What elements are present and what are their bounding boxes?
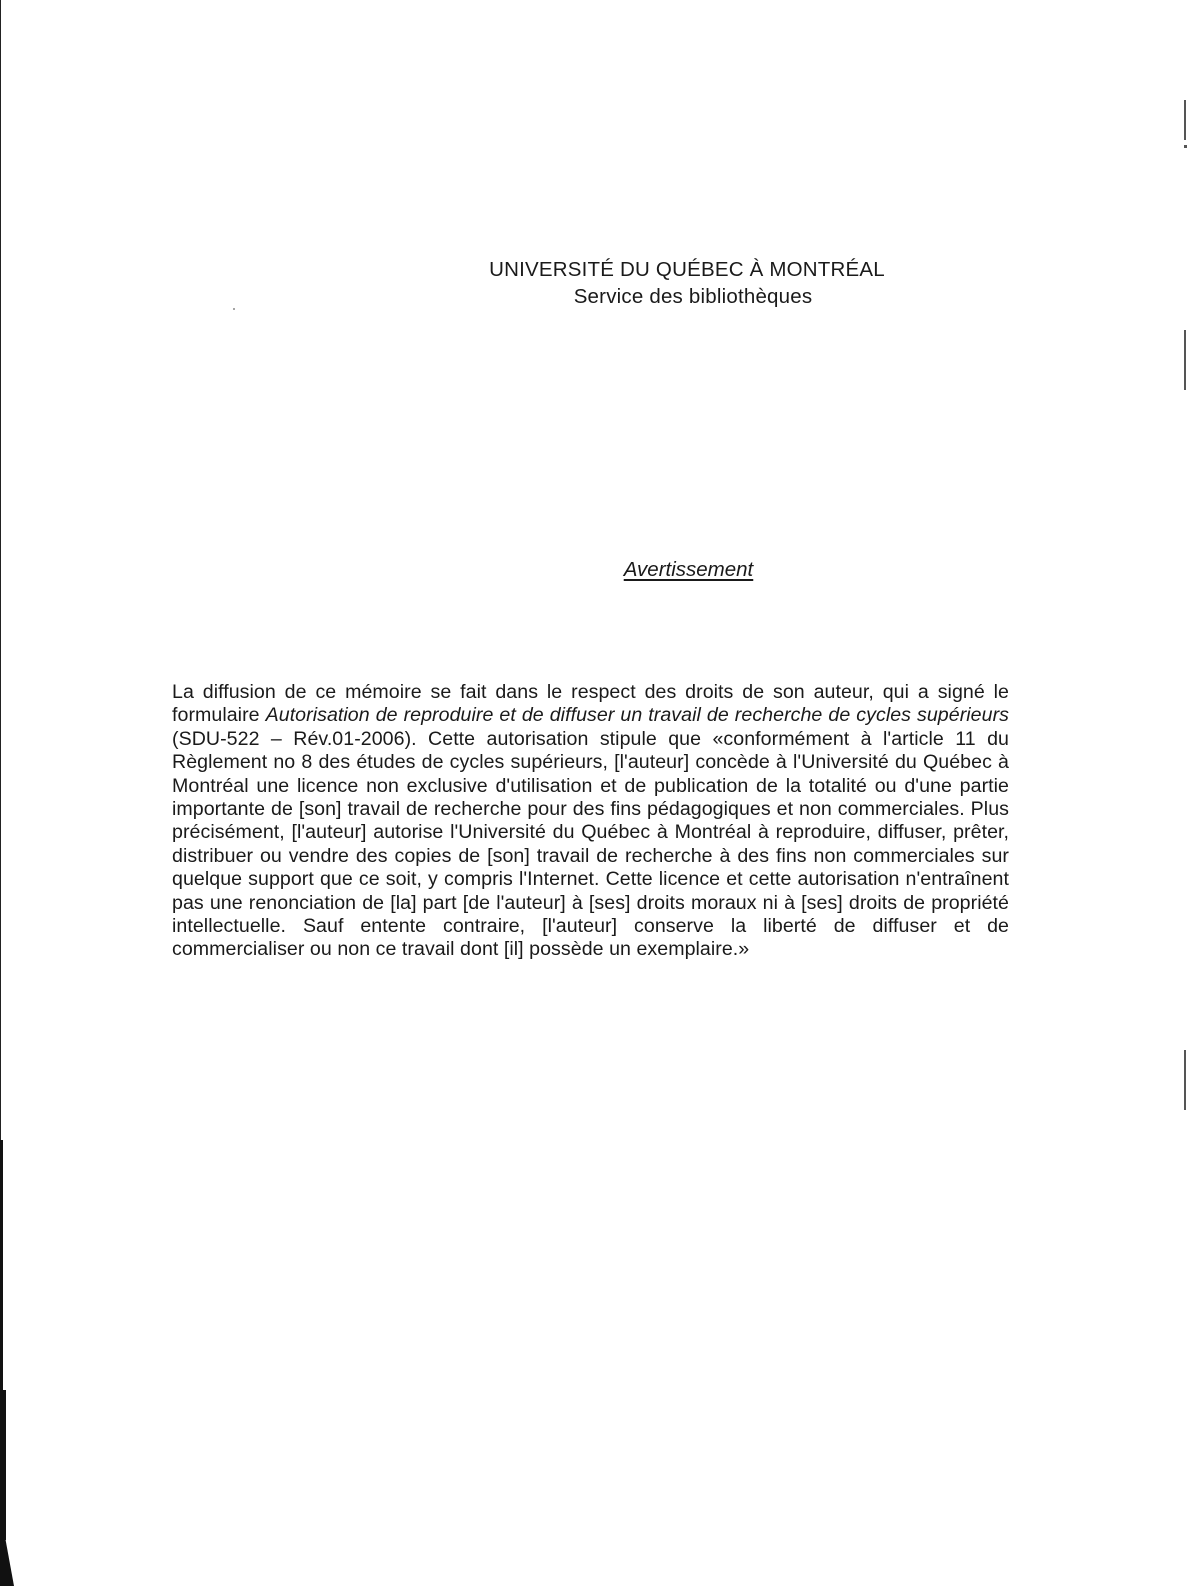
form-name: Autorisation de reproduire et de diffuser un travail de recherche de cycles supérieurs <box>265 704 1009 727</box>
scan-mark <box>1184 330 1186 390</box>
notice-title: Avertissement <box>623 558 754 581</box>
scan-mark <box>1184 1050 1186 1110</box>
document-header <box>0 256 1202 310</box>
service-name: Service des bibliothèques <box>573 285 813 308</box>
scan-mark <box>1184 100 1186 140</box>
paragraph-text-part1: La diffusion de ce mémoire se fait dans le respect des droits de son auteur, qui a signé le formulaire <box>172 681 1009 727</box>
scan-edge-left <box>0 0 6 1586</box>
paragraph-text-part2: (SDU-522 – Rév.01-2006). Cette autorisation stipule que «conformément à l'article 11 du Règlement no 8 des études de cycles supérieurs, [l'auteur] concède à l'Université du Québec à Montréal une licence non exclusive d'utilisation et de publication de la totalité ou d'une partie importante de [son] travail de recherche pour des fins pédagogiques et non commerciales. Plus précisément, [l'auteur] autorise l'Université du Québec à Montréal à reproduire, diffuser, prêter, distribuer ou vendre des copies de [son] travail de recherche à des fins non commerciales sur quelque support que ce soit, y compris l'Internet. Cette licence et cette autorisation n'entraînent pas une renonciation de [la] part [de l'auteur] à [ses] droits moraux ni à [ses] droits de propriété intellectuelle. Sauf entente contraire, [l'auteur] conserve la liberté de diffuser et de commercialiser ou non ce travail dont [il] possède un exemplaire.» <box>172 727 1009 961</box>
institution-name: UNIVERSITÉ DU QUÉBEC À MONTRÉAL <box>489 258 885 281</box>
scan-mark <box>0 1140 3 1390</box>
scan-mark <box>0 1540 14 1586</box>
scan-mark <box>1184 145 1187 148</box>
notice-paragraph <box>172 681 1009 962</box>
scan-edge-right <box>1184 0 1188 1586</box>
scan-mark <box>0 1390 6 1540</box>
